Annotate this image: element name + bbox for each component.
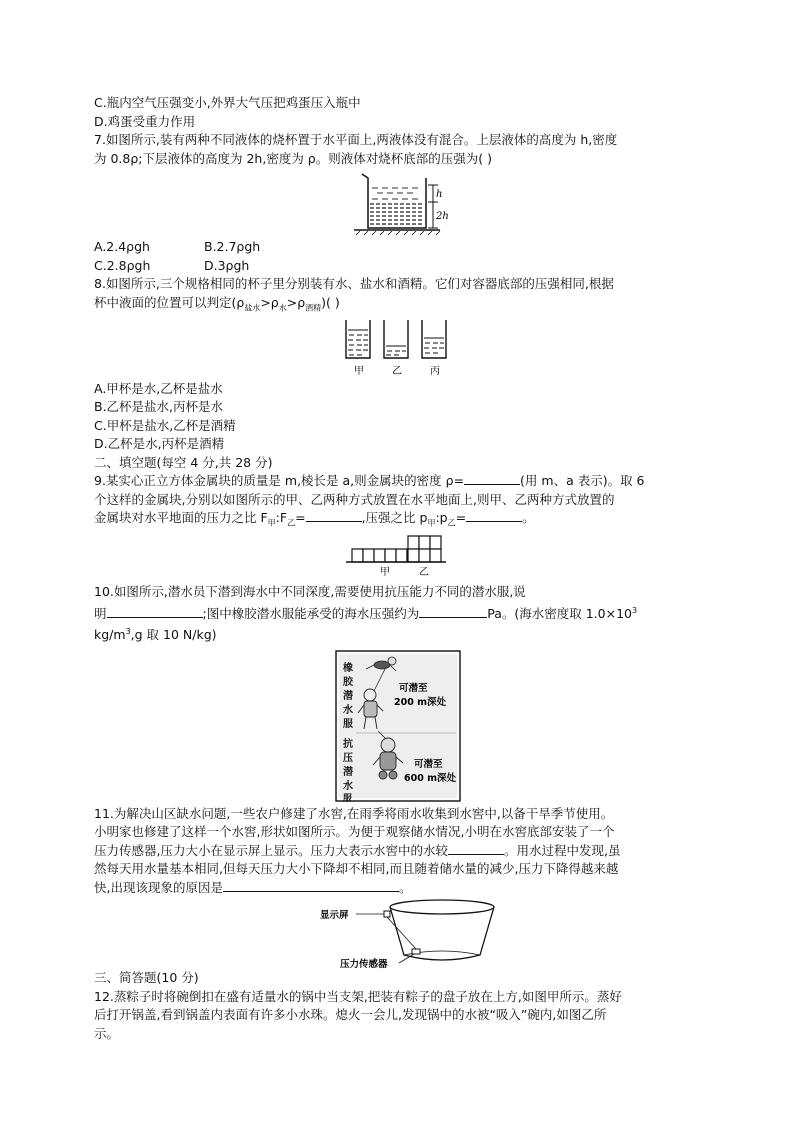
q10-pressure-blank[interactable]	[419, 605, 487, 618]
cup-label-yi: 乙	[392, 365, 402, 377]
q11-cistern-figure	[94, 897, 704, 969]
q11-stem-line3: 压力传感器,压力大小在显示屏上显示。压力大表示水窖中的水较 。用水过程中发现,虽	[94, 842, 621, 858]
q7-option-c[interactable]: C.2.8ρgh	[94, 257, 151, 273]
svg-text:服: 服	[343, 718, 353, 730]
cup-label-bing: 丙	[430, 365, 440, 377]
q6-option-d: D.鸡蛋受重力作用	[94, 113, 196, 129]
q12-stem-line1: 12.蒸粽子时将碗倒扣在盛有适量水的锅中当支架,把装有粽子的盘子放在上方,如图甲所示。蒸好	[94, 988, 622, 1004]
q7-beaker-figure	[94, 168, 704, 238]
q9-stem-line1: 9.某实心正立方体金属块的质量是 m,棱长是 a,则金属块的密度 ρ= (用 m、a 表示)。取 6	[94, 473, 645, 488]
q7-label-2h: 2h	[436, 211, 449, 222]
svg-text:胶: 胶	[343, 676, 353, 688]
q10-label2-a: 可潜至	[414, 758, 443, 770]
q9-label-jia: 甲	[380, 567, 390, 577]
svg-text:潜: 潜	[343, 766, 353, 778]
q10-label1-a: 可潜至	[399, 682, 428, 694]
q10-stem-line1: 10.如图所示,潜水员下潜到海水中不同深度,需要使用抗压能力不同的潜水服,说	[94, 584, 526, 599]
cup-bing	[422, 320, 446, 377]
svg-text:水: 水	[343, 704, 353, 716]
q10-stem-line3: $kg/m^3,g$ 取 10 N/kg)	[94, 627, 217, 643]
q11-label-sensor: 压力传感器	[340, 959, 388, 970]
svg-text:压: 压	[343, 752, 353, 764]
q11-stem-line2: 小明家也修建了这样一个水窖,形状如图所示。为便于观察储水情况,小明在水窖底部安装了一个	[94, 824, 615, 840]
svg-text:橡: 橡	[343, 662, 353, 674]
q11-stem-line1: 11.为解决山区缺水问题,一些农户修建了水窖,在雨季将雨水收集到水窖中,以备干旱季节使用。	[94, 805, 614, 821]
q8-option-b[interactable]: B.乙杯是盐水,丙杯是水	[94, 399, 224, 414]
cup-yi	[384, 320, 408, 377]
q10-stem-line2: 明 ;图中橡胶潜水服能承受的海水压强约为 Pa。(海水密度取 $1.0\times 10^3$	[94, 605, 638, 621]
q8-option-d[interactable]: D.乙杯是水,丙杯是酒精	[94, 436, 225, 451]
q11-stem-line4: 然每天用水量基本相同,但每天压力大小下降却不相同,而且随着储水量的减少,压力下降得越来越	[94, 861, 619, 877]
q9-stem-line3: 金属块对水平地面的压力之比 $F_甲:F_乙=$ ,压强之比 $p_甲:p_乙=$ 。	[94, 510, 535, 528]
section-short-answer-title: 三、简答题(10 分)	[94, 970, 199, 986]
pressure-sensor-icon	[412, 949, 420, 954]
q7-stem-line2: 为 0.8ρ;下层液体的高度为 2h,密度为 ρ。则液体对烧杯底部的压强为( )	[94, 150, 492, 166]
q10-label1-b: 200 m深处	[394, 696, 447, 708]
q9-pressure-ratio-blank[interactable]	[466, 509, 522, 522]
cup-label-jia: 甲	[354, 365, 364, 377]
q10-explanation-blank[interactable]	[107, 605, 203, 618]
q8-stem-line2: 杯中液面的位置可以判定$(\rho_{盐水}>\rho_水>\rho_{酒精})$( )	[94, 294, 340, 312]
svg-text:抗: 抗	[343, 738, 353, 750]
q12-stem-line3: 示。	[94, 1025, 120, 1041]
q10-label2-b: 600 m深处	[404, 772, 457, 784]
q9-arrangement-yi	[408, 536, 441, 562]
section-fill-in-title: 二、填空题(每空 4 分,共 28 分)	[94, 454, 273, 470]
q12-stem-line2: 后打开锅盖,看到锅盖内表面有许多小水珠。熄火一会儿,发现锅中的水被“吸入”碗内,如图乙所	[94, 1007, 607, 1023]
svg-text:水: 水	[343, 780, 353, 792]
q7-option-a[interactable]: A.2.4ρgh	[94, 239, 150, 254]
q11-water-level-blank[interactable]	[448, 842, 504, 855]
q6-option-c: C.瓶内空气压强变小,外界大气压把鸡蛋压入瓶中	[94, 95, 361, 110]
q9-stem-line2: 个这样的金属块,分别以如图所示的甲、乙两种方式放置在水平地面上,则甲、乙两种方式放置的	[94, 491, 615, 507]
q9-force-ratio-blank[interactable]	[306, 509, 362, 522]
q7-options-row1	[94, 238, 704, 257]
q9-density-blank[interactable]	[464, 472, 520, 485]
q7-stem-line1: 7.如图所示,装有两种不同液体的烧杯置于水平面上,两液体没有混合。上层液体的高度为 h,密度	[94, 132, 618, 147]
q7-option-b[interactable]: B.2.7ρgh	[204, 239, 261, 254]
q7-label-h: h	[436, 189, 443, 200]
q8-cups-figure	[94, 318, 704, 380]
exam-page	[94, 94, 704, 1043]
display-screen-icon	[384, 911, 390, 917]
cup-jia	[346, 320, 370, 377]
q11-reason-blank[interactable]	[223, 879, 399, 892]
svg-text:潜: 潜	[343, 690, 353, 702]
q8-option-c[interactable]: C.甲杯是盐水,乙杯是酒精	[94, 417, 236, 433]
q9-label-yi: 乙	[419, 567, 429, 577]
q8-option-a[interactable]: A.甲杯是水,乙杯是盐水	[94, 380, 223, 396]
q7-options-row2	[94, 257, 704, 276]
q8-stem-line1: 8.如图所示,三个规格相同的杯子里分别装有水、盐水和酒精。它们对容器底部的压强相同,根据	[94, 276, 614, 291]
q10-diver-figure	[94, 647, 704, 805]
q11-label-display: 显示屏	[320, 910, 349, 922]
svg-text:服: 服	[343, 793, 353, 804]
q7-option-d[interactable]: D.3ρgh	[204, 257, 250, 273]
q11-stem-line5: 快,出现该现象的原因是 。	[94, 879, 412, 895]
q9-blocks-figure	[94, 533, 704, 577]
